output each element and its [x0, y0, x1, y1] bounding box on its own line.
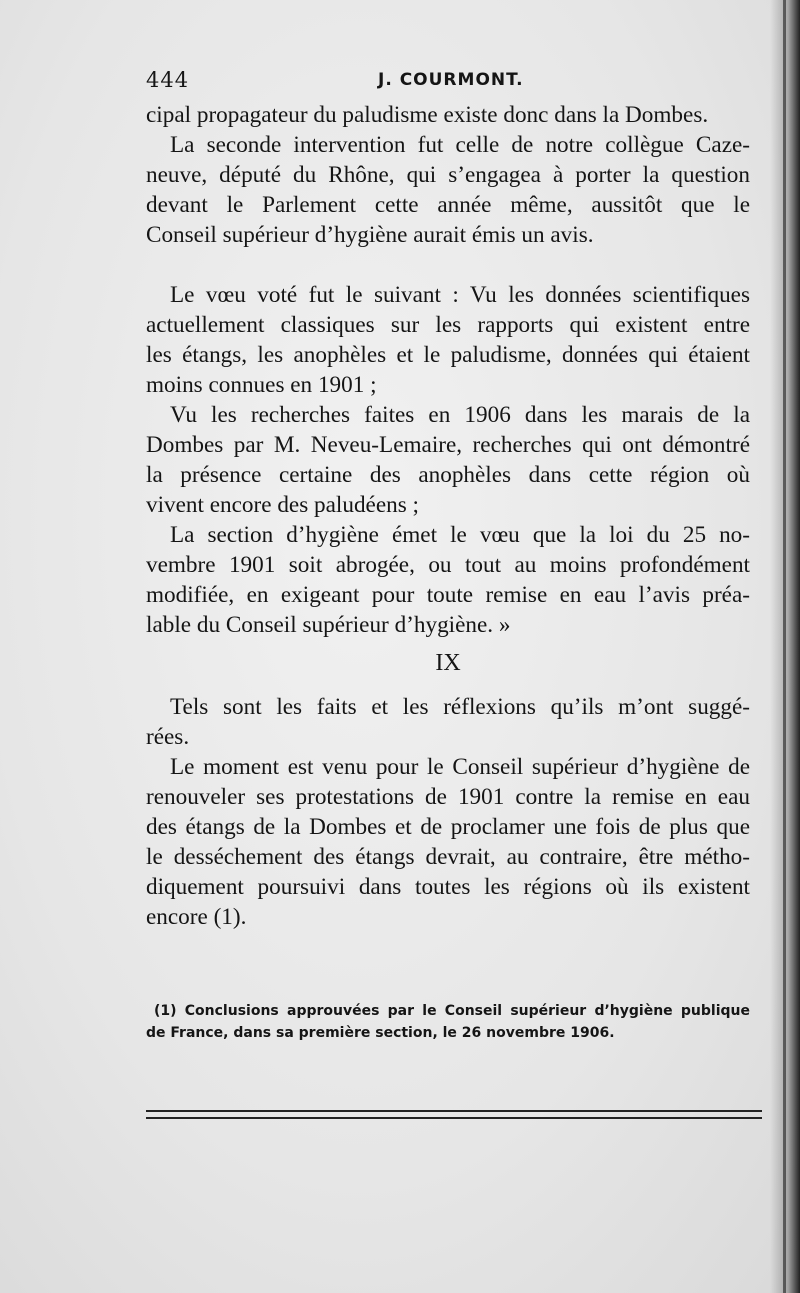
body-text: [146, 100, 750, 932]
paragraph-recherches: [146, 400, 750, 520]
text-line: modifiée, en exigeant pour toute remise en eau l’avis préa-: [146, 582, 750, 608]
footnote: [146, 1000, 750, 1044]
text-line: devant le Parlement cette année même, aussitôt que le: [146, 192, 750, 218]
text-line: moins connues en 1901 ;: [146, 372, 377, 398]
text-line: Dombes par M. Neveu-Lemaire, recherches qui ont démontré: [146, 432, 750, 458]
text-line: Vu les recherches faites en 1906 dans les marais de la: [170, 402, 750, 428]
text-line: encore (1).: [146, 904, 247, 930]
paragraph-second-intervention: [146, 130, 750, 250]
paragraph-gap: [146, 250, 750, 280]
text-line: des étangs de la Dombes et de proclamer une fois de plus que: [146, 814, 750, 840]
text-line: vembre 1901 soit abrogée, ou tout au moins profondément: [146, 552, 750, 578]
text-line: Tels sont les faits et les réflexions qu’ils m’ont suggé-: [170, 694, 750, 720]
bottom-rule: [146, 1110, 762, 1112]
footnote-line: de France, dans sa première section, le 26 novembre 1906.: [146, 1025, 615, 1041]
bottom-rule: [146, 1117, 762, 1119]
page-number: 444: [146, 68, 190, 92]
running-head: J. COURMONT.: [378, 70, 524, 90]
paragraph-voeu: [146, 280, 750, 400]
text-line: cipal propagateur du paludisme existe donc dans la Dombes.: [146, 102, 709, 128]
paragraph-section-hygiene: [146, 520, 750, 640]
text-line: actuellement classiques sur les rapports qui existent entre: [146, 312, 750, 338]
footnote-line: (1) Conclusions approuvées par le Conseil supérieur d’hygiène publique: [154, 1003, 750, 1019]
text-line: la présence certaine des anophèles dans cette région où: [146, 462, 750, 488]
text-line: le desséchement des étangs devrait, au contraire, être métho-: [146, 844, 750, 870]
text-line: rées.: [146, 724, 190, 750]
text-line: neuve, député du Rhône, qui s’engagea à porter la question: [146, 162, 750, 188]
paragraph-conclusion: [146, 752, 750, 932]
text-line: lable du Conseil supérieur d’hygiène. »: [146, 612, 511, 638]
text-line: diquement poursuivi dans toutes les régions où ils existent: [146, 874, 750, 900]
text-line: La section d’hygiène émet le vœu que la loi du 25 no-: [170, 522, 750, 548]
text-line: renouveler ses protestations de 1901 contre la remise en eau: [146, 784, 750, 810]
text-line: Le moment est venu pour le Conseil supérieur d’hygiène de: [170, 754, 750, 780]
text-line: La seconde intervention fut celle de notre collègue Caze-: [170, 132, 750, 158]
text-line: Le vœu voté fut le suivant : Vu les données scientifiques: [170, 282, 750, 308]
text-line: vivent encore des paludéens ;: [146, 492, 419, 518]
text-line: Conseil supérieur d’hygiène aurait émis un avis.: [146, 222, 594, 248]
section-heading: IX: [435, 650, 461, 676]
page-edge-line: [783, 0, 786, 1293]
paragraph-continuation: [146, 100, 750, 130]
page-header: [146, 68, 750, 98]
text-line: les étangs, les anophèles et le paludisme, données qui étaient: [146, 342, 750, 368]
paragraph-reflexions: [146, 692, 750, 752]
